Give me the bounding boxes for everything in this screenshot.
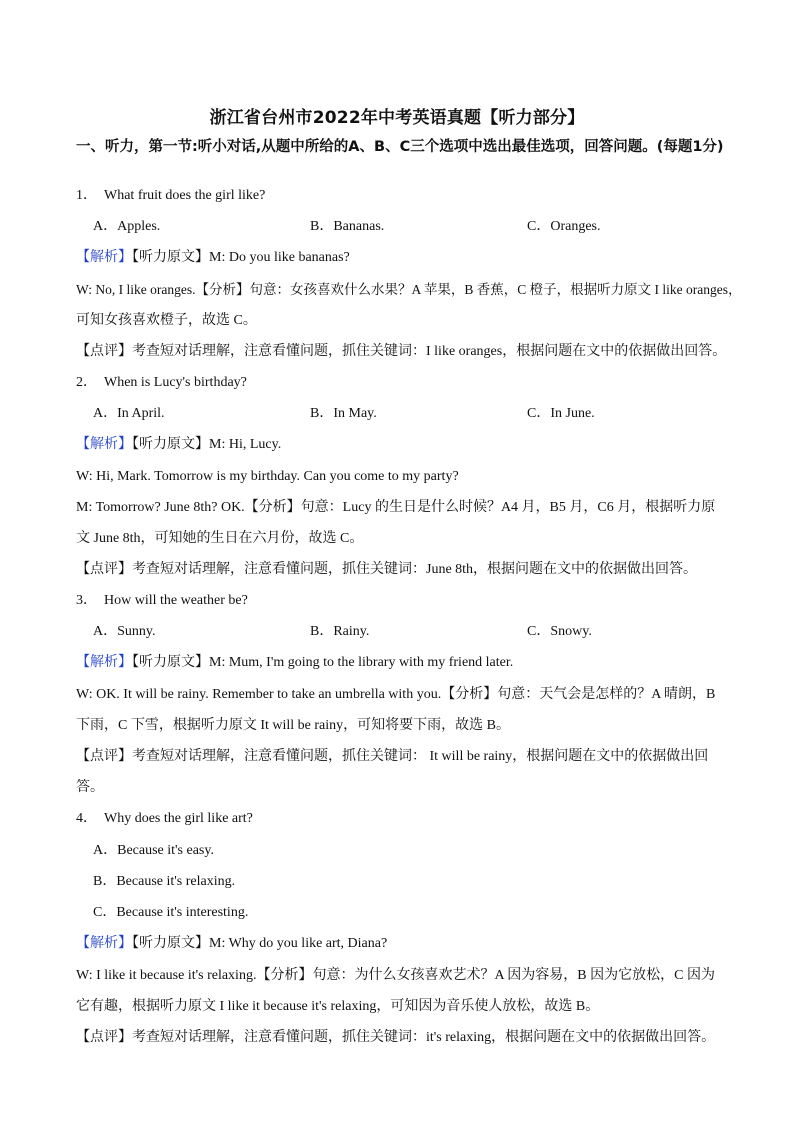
question-4 bbox=[76, 809, 253, 829]
analysis-line: W: OK. It will be rainy. Remember to take an umbrella with you.【分析】句意：天气会是怎样的？A 晴朗，B bbox=[76, 687, 716, 702]
question-number: 1． bbox=[76, 188, 97, 203]
page-title: 浙江省台州市2022年中考英语真题【听力部分】 bbox=[209, 108, 585, 128]
option-a: A．Sunny. bbox=[93, 624, 156, 639]
analysis-3 bbox=[76, 653, 513, 673]
comment-line: 答。 bbox=[76, 780, 104, 795]
option-b: B．Bananas. bbox=[310, 219, 385, 234]
question-number: 3． bbox=[76, 593, 97, 608]
question-3 bbox=[76, 591, 248, 611]
option-a: A．Because it's easy. bbox=[93, 843, 214, 858]
question-text: Why does the girl like art? bbox=[104, 811, 253, 826]
option-c: C．In June. bbox=[527, 406, 595, 421]
option-b: B．Because it's relaxing. bbox=[93, 874, 236, 889]
analysis-line: 它有趣，根据听力原文 I like it because it's relaxing，可知因为音乐使人放松，故选 B。 bbox=[76, 999, 600, 1014]
transcript-intro: 【听力原文】M: Hi, Lucy. bbox=[132, 437, 282, 452]
question-2 bbox=[76, 373, 247, 393]
option-a: A．Apples. bbox=[93, 219, 161, 234]
jiexi-label: 【解析】 bbox=[76, 936, 132, 951]
question-number: 2． bbox=[76, 375, 97, 390]
analysis-4 bbox=[76, 934, 387, 954]
option-b: B．In May. bbox=[310, 406, 377, 421]
transcript-intro: 【听力原文】M: Do you like bananas? bbox=[132, 250, 350, 265]
analysis-2 bbox=[76, 435, 281, 455]
jiexi-label: 【解析】 bbox=[76, 250, 132, 265]
option-c: C．Oranges. bbox=[527, 219, 601, 234]
transcript-intro: 【听力原文】M: Why do you like art, Diana? bbox=[132, 936, 388, 951]
question-number: 4． bbox=[76, 811, 97, 826]
comment-line: 【点评】考查短对话理解，注意看懂问题，抓住关键词： It will be rainy，根据问题在文中的依据做出回 bbox=[76, 749, 709, 764]
analysis-line: 下雨，C 下雪，根据听力原文 It will be rainy，可知将要下雨，故选 B。 bbox=[76, 718, 510, 733]
analysis-line: 文 June 8th，可知她的生日在六月份，故选 C。 bbox=[76, 531, 364, 546]
option-c: C．Snowy. bbox=[527, 624, 592, 639]
jiexi-label: 【解析】 bbox=[76, 655, 132, 670]
option-c: C．Because it's interesting. bbox=[93, 905, 249, 920]
analysis-line: W: Hi, Mark. Tomorrow is my birthday. Can you come to my party? bbox=[76, 469, 459, 484]
comment-line: 【点评】考查短对话理解，注意看懂问题，抓住关键词：it's relaxing，根据问题在文中的依据做出回答。 bbox=[76, 1030, 716, 1045]
transcript-intro: 【听力原文】M: Mum, I'm going to the library with my friend later. bbox=[132, 655, 514, 670]
section-heading: 一、听力，第一节:听小对话,从题中所给的A、B、C三个选项中选出最佳选项，回答问题。(每题1分) bbox=[76, 139, 724, 155]
analysis-line: W: I like it because it's relaxing.【分析】句意：为什么女孩喜欢艺术？A 因为容易，B 因为它放松，C 因为 bbox=[76, 968, 715, 983]
option-a: A．In April. bbox=[93, 406, 165, 421]
analysis-line: M: Tomorrow? June 8th? OK.【分析】句意：Lucy 的生日是什么时候？A4 月，B5 月，C6 月，根据听力原 bbox=[76, 500, 716, 515]
question-text: How will the weather be? bbox=[104, 593, 248, 608]
question-1 bbox=[76, 186, 265, 206]
jiexi-label: 【解析】 bbox=[76, 437, 132, 452]
analysis-line: 可知女孩喜欢橙子，故选 C。 bbox=[76, 313, 257, 328]
option-b: B．Rainy. bbox=[310, 624, 370, 639]
analysis-line: W: No, I like oranges.【分析】句意：女孩喜欢什么水果？A 苹果，B 香蕉，C 橙子，根据听力原文 I like oranges， bbox=[76, 282, 742, 297]
comment-line: 【点评】考查短对话理解，注意看懂问题，抓住关键词：I like oranges，根据问题在文中的依据做出回答。 bbox=[76, 344, 727, 359]
analysis-1 bbox=[76, 248, 350, 268]
comment-line: 【点评】考查短对话理解，注意看懂问题，抓住关键词：June 8th，根据问题在文中的依据做出回答。 bbox=[76, 562, 698, 577]
question-text: What fruit does the girl like? bbox=[104, 188, 266, 203]
question-text: When is Lucy's birthday? bbox=[104, 375, 247, 390]
